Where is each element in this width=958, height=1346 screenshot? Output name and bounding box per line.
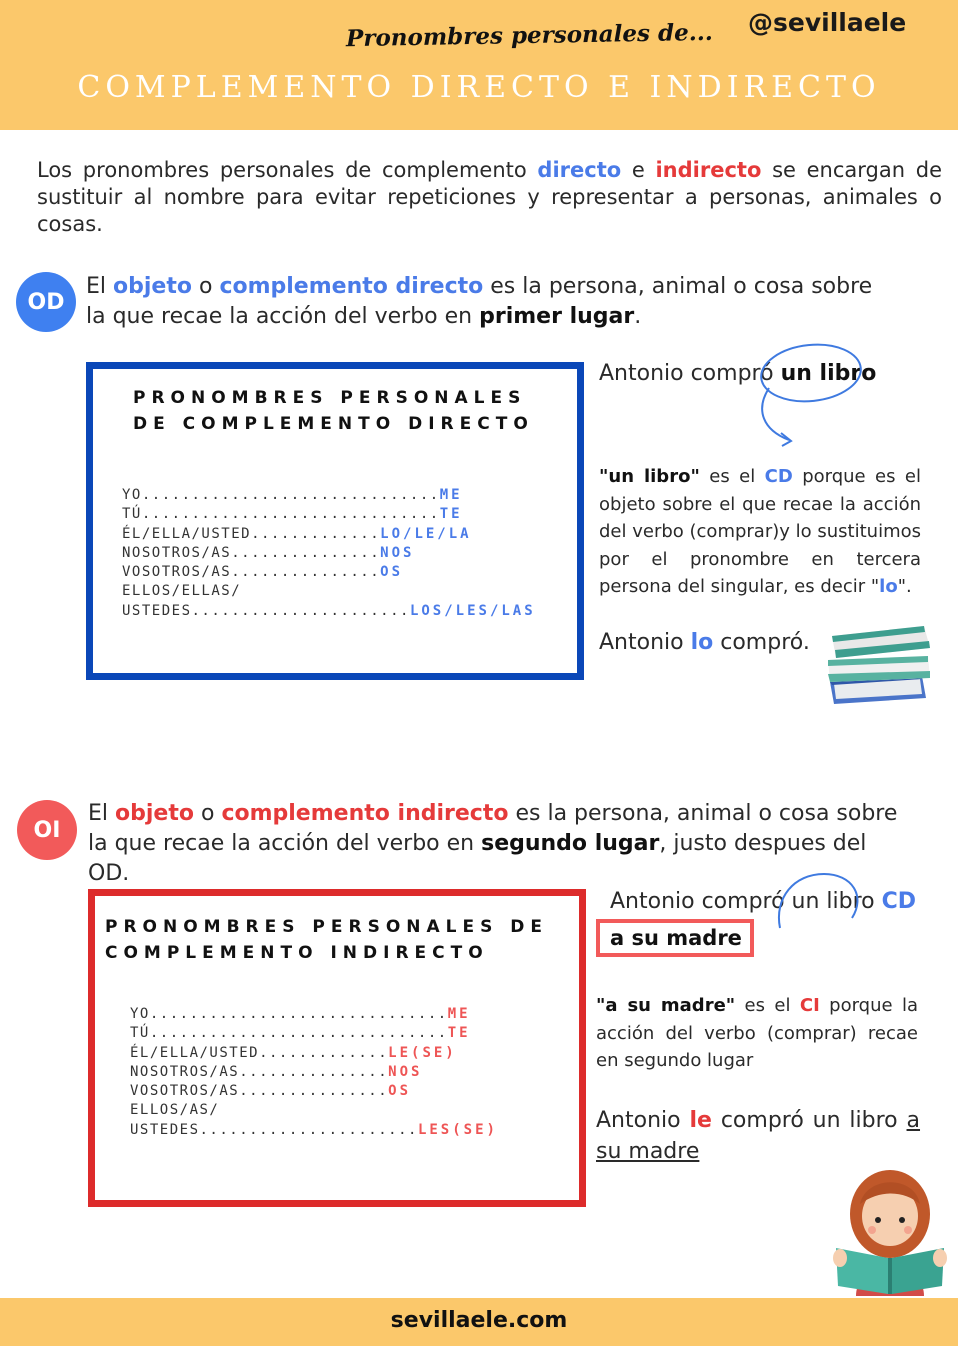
od-explanation: "un libro" es el CD porque es el objeto sobre el que recae la acción del verbo (comprar)y lo sustituimos por el pronombre en tercera persona del singular, es decir "lo". <box>599 466 922 597</box>
od-result-sentence: Antonio lo compró. <box>599 630 810 655</box>
pronoun-row: TÚ..............................TE <box>130 1025 471 1042</box>
oi-explanation: "a su madre" es el CI porque la acción del verbo (comprar) recae en segundo lugar <box>596 995 919 1071</box>
pronoun-row: YO..............................ME <box>130 1006 471 1022</box>
pronoun-row: TÚ..............................TE <box>122 506 463 523</box>
pronoun-row: ÉL/ELLA/USTED.............LO/LE/LA <box>122 525 472 542</box>
pronoun-row: NOSOTROS/AS...............NOS <box>122 544 415 561</box>
header-banner <box>0 0 958 130</box>
ci-pronoun-list <box>130 1005 498 1140</box>
girl-reading-icon <box>826 1158 954 1296</box>
pronoun-row: ÉL/ELLA/USTED.............LE(SE) <box>130 1044 457 1061</box>
od-description: El objeto o complemento directo es la persona, animal o cosa sobre la que recae la acción del verbo en primer lugar. <box>86 274 873 329</box>
footer-banner <box>0 1298 958 1346</box>
indirecto-highlight: indirecto <box>655 158 762 182</box>
od-example-sentence: Antonio compró un libro <box>599 361 877 386</box>
page-title: COMPLEMENTO DIRECTO E INDIRECTO <box>77 70 881 105</box>
pronoun-row: ELLOS/ELLAS/ <box>122 583 242 600</box>
oi-badge: OI <box>17 800 77 860</box>
pronoun-row: VOSOTROS/AS...............OS <box>122 564 404 581</box>
circle-mark-icon <box>774 868 866 938</box>
directo-highlight: directo <box>537 158 622 182</box>
oi-example-sentence: Antonio compró un libro CD <box>610 889 917 914</box>
pronoun-row: USTEDES......................LOS/LES/LAS <box>122 602 536 619</box>
intro-paragraph: Los pronombres personales de complemento directo e indirecto se encargan de sustituir al nombre para evitar repeticiones y representar a personas, animales o cosas. <box>37 158 942 236</box>
od-badge: OD <box>16 272 76 332</box>
books-stack-icon <box>826 622 934 708</box>
ci-box-title: PRONOMBRES PERSONALES DE COMPLEMENTO INDIRECTO <box>105 917 548 963</box>
pronoun-row: VOSOTROS/AS...............OS <box>130 1083 412 1100</box>
pronoun-row: YO..............................ME <box>122 487 463 503</box>
oi-description: El objeto o complemento indirecto es la persona, animal o cosa sobre la que recae la acción del verbo en segundo lugar, justo despues del OD. <box>88 801 898 886</box>
circle-arrow-icon <box>755 340 875 455</box>
pronoun-row: USTEDES......................LES(SE) <box>130 1121 498 1138</box>
cd-pronoun-box <box>86 362 584 680</box>
ci-pronoun-box <box>88 889 586 1207</box>
footer-website[interactable]: sevillaele.com <box>390 1308 568 1333</box>
cd-pronoun-list <box>122 486 536 621</box>
pronoun-row: NOSOTROS/AS...............NOS <box>130 1063 423 1080</box>
pronoun-row: ELLOS/AS/ <box>130 1102 220 1119</box>
script-subtitle: Pronombres personales de... <box>345 18 713 53</box>
social-handle: @sevillaele <box>748 8 907 37</box>
cd-box-title: PRONOMBRES PERSONALES DE COMPLEMENTO DIRECTO <box>133 388 534 434</box>
oi-result-sentence: Antonio le compró un libro a su madre <box>596 1108 921 1164</box>
indirect-object-highlight: a su madre <box>596 919 754 957</box>
